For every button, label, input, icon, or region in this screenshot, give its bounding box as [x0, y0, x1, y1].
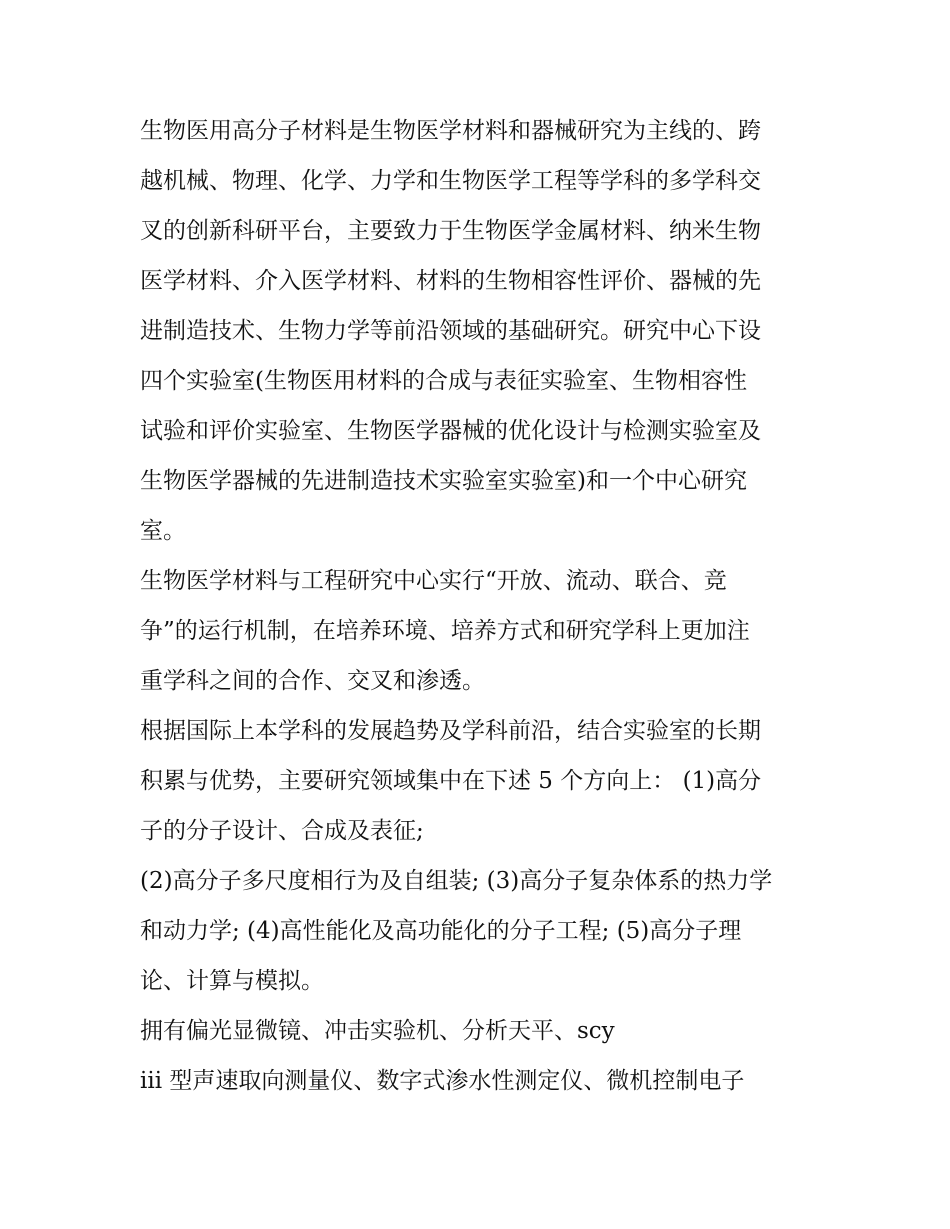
- text-line: 生物医用高分子材料是生物医学材料和器械研究为主线的、跨: [140, 118, 761, 144]
- text-line: 论、计算与模拟。: [140, 968, 324, 994]
- text-line: 医学材料、介入医学材料、材料的生物相容性评价、器械的先: [140, 268, 761, 294]
- paragraph-4: [140, 856, 820, 1006]
- text-line: 生物医学材料与工程研究中心实行“开放、流动、联合、竞: [140, 568, 727, 594]
- text-line: 根据国际上本学科的发展趋势及学科前沿，结合实验室的长期: [140, 718, 761, 744]
- text-line: (2)高分子多尺度相行为及自组装; (3)高分子复杂体系的热力学: [140, 868, 773, 894]
- text-line: 子的分子设计、合成及表征;: [140, 818, 424, 844]
- text-line: 争”的运行机制，在培养环境、培养方式和研究学科上更加注: [140, 618, 750, 644]
- text-line: iii 型声速取向测量仪、数字式渗水性测定仪、微机控制电子: [140, 1068, 745, 1094]
- paragraph-6: [140, 1056, 820, 1106]
- paragraph-3: [140, 706, 820, 856]
- text-line: 试验和评价实验室、生物医学器械的优化设计与检测实验室及: [140, 418, 761, 444]
- text-line: 拥有偏光显微镜、冲击实验机、分析天平、scy: [140, 1018, 615, 1044]
- text-line: 进制造技术、生物力学等前沿领域的基础研究。研究中心下设: [140, 318, 761, 344]
- text-line: 四个实验室(生物医用材料的合成与表征实验室、生物相容性: [140, 368, 747, 394]
- text-line: 和动力学; (4)高性能化及高功能化的分子工程; (5)高分子理: [140, 918, 742, 944]
- text-line: 生物医学器械的先进制造技术实验室实验室)和一个中心研究: [140, 468, 747, 494]
- text-line: 积累与优势，主要研究领域集中在下述 5 个方向上： (1)高分: [140, 768, 762, 794]
- text-line: 室。: [140, 518, 186, 544]
- paragraph-1: [140, 106, 820, 556]
- paragraph-2: [140, 556, 820, 706]
- document-body: [140, 106, 820, 1106]
- paragraph-5: [140, 1006, 820, 1056]
- text-line: 重学科之间的合作、交叉和渗透。: [140, 668, 485, 694]
- text-line: 叉的创新科研平台，主要致力于生物医学金属材料、纳米生物: [140, 218, 761, 244]
- text-line: 越机械、物理、化学、力学和生物医学工程等学科的多学科交: [140, 168, 761, 194]
